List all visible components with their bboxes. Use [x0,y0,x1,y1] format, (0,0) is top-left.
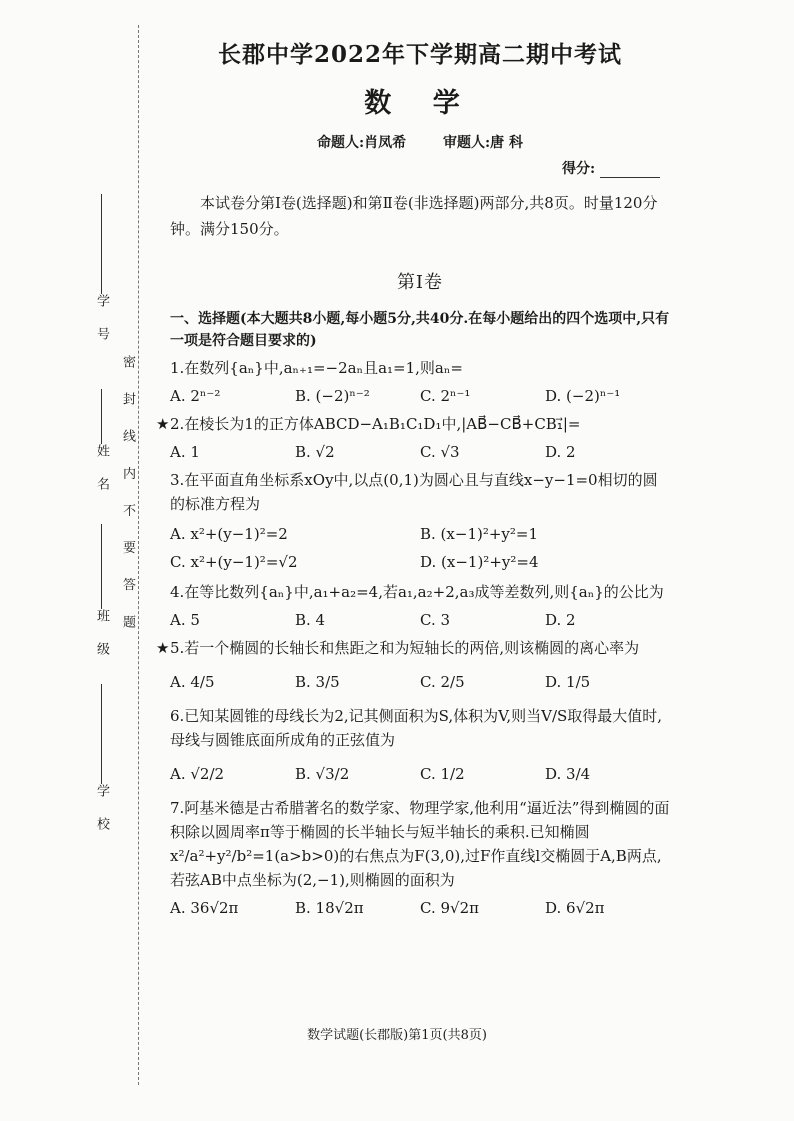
seal-line [138,25,139,1085]
page-footer: 数学试题(长郡版)第1页(共8页) [307,1028,487,1043]
question-stem: 5.若一个椭圆的长轴长和焦距之和为短轴长的两倍,则该椭圆的离心率为 [170,639,640,657]
question-stem: 7.阿基米德是古希腊著名的数学家、物理学家,他利用“逼近法”得到椭圆的面积除以圆周率π等于椭圆的长半轴长与短半轴长的乘积.已知椭圆x²/a²+y²/b²=1(a>b>0)的右焦点为F(3,0),过F作直线l交椭圆于A,B两点,若弦AB中点坐标为(2,−1),则椭圆的面积为 [170,799,670,889]
question-5 [156,636,670,660]
score-label: 得分: [561,161,596,177]
school-field [92,680,111,838]
option-d[interactable]: D. 2 [545,443,576,461]
star-mark: ★ [156,639,170,657]
option-b[interactable]: B. (x−1)²+y²=1 [420,525,539,543]
option-d[interactable]: D. (−2)ⁿ⁻¹ [545,387,621,405]
school-label: 学 校 [94,784,109,839]
question-6-options [170,762,670,786]
option-a[interactable]: A. 5 [170,611,200,629]
option-a[interactable]: A. √2/2 [170,765,225,783]
question-1 [170,356,670,380]
option-c[interactable]: C. 3 [420,611,451,629]
option-b[interactable]: B. √3/2 [295,765,350,783]
option-d[interactable]: D. 1/5 [545,673,591,691]
class-line [101,524,102,609]
student-number-label: 学 号 [94,294,109,349]
name-field [92,385,111,498]
school-line [101,684,102,784]
setter: 命题人:肖凤希 [316,135,407,151]
score-blank[interactable] [600,164,660,178]
option-a[interactable]: A. x²+(y−1)²=2 [170,525,288,543]
seal-warning: 密 封 线 内 不 要 答 题 [120,355,135,638]
option-a[interactable]: A. 4/5 [170,673,215,691]
question-stem: 4.在等比数列{aₙ}中,a₁+a₂=4,若a₁,a₂+2,a₃成等差数列,则{aₙ}的公比为 [170,583,664,601]
question-7-options [170,896,670,920]
student-number-line [101,194,102,294]
option-a[interactable]: A. 1 [170,443,200,461]
option-b[interactable]: B. √2 [295,443,335,461]
class-label: 班 级 [94,609,109,664]
option-b[interactable]: B. 3/5 [295,673,340,691]
question-3-options [170,520,670,576]
option-d[interactable]: D. 3/4 [545,765,591,783]
name-label: 姓 名 [94,444,109,499]
option-b[interactable]: B. 18√2π [295,899,364,917]
option-c[interactable]: C. √3 [420,443,460,461]
class-field [92,520,111,663]
subject-title: 数 学 [364,88,476,119]
option-d[interactable]: D. (x−1)²+y²=4 [420,553,539,571]
option-b[interactable]: B. (−2)ⁿ⁻² [295,387,370,405]
question-stem: 6.已知某圆锥的母线长为2,记其侧面积为S,体积为V,则当V/S取得最大值时,母线与圆锥底面所成角的正弦值为 [170,707,663,749]
main-content [156,30,670,920]
author-line [170,132,670,152]
star-mark: ★ [156,415,170,433]
question-stem: 2.在棱长为1的正方体ABCD−A₁B₁C₁D₁中,|AB⃗−CB⃗+CB₁⃗|= [170,415,581,433]
option-c[interactable]: C. 2ⁿ⁻¹ [420,387,471,405]
option-a[interactable]: A. 36√2π [170,899,239,917]
option-c[interactable]: C. 9√2π [420,899,479,917]
question-2-options [170,440,670,464]
question-stem: 1.在数列{aₙ}中,aₙ₊₁=−2aₙ且a₁=1,则aₙ= [170,359,463,377]
option-c[interactable]: C. 1/2 [420,765,465,783]
question-2 [156,412,670,436]
volume-title: 第Ⅰ卷 [396,272,444,293]
question-stem: 3.在平面直角坐标系xOy中,以点(0,1)为圆心且与直线x−y−1=0相切的圆的标准方程为 [170,471,658,513]
question-7 [170,796,670,892]
option-c[interactable]: C. x²+(y−1)²=√2 [170,553,298,571]
exam-title: 长郡中学2022年下学期高二期中考试 [217,41,622,68]
option-a[interactable]: A. 2ⁿ⁻² [170,387,221,405]
name-line [101,389,102,444]
question-1-options [170,384,670,408]
section-title: 一、选择题(本大题共8小题,每小题5分,共40分.在每小题给出的四个选项中,只有一项是符合题目要求的) [170,311,670,349]
question-3 [170,468,670,516]
reviewer: 审题人:唐 科 [443,135,524,151]
question-4 [170,580,670,604]
question-6 [170,704,670,752]
exam-intro: 本试卷分第Ⅰ卷(选择题)和第Ⅱ卷(非选择题)两部分,共8页。时量120分钟。满分150分。 [170,194,658,238]
option-d[interactable]: D. 2 [545,611,576,629]
option-d[interactable]: D. 6√2π [545,899,605,917]
score-box [170,158,670,178]
question-4-options [170,608,670,632]
question-5-options [170,670,670,694]
option-b[interactable]: B. 4 [295,611,326,629]
student-number-field [92,190,111,348]
option-c[interactable]: C. 2/5 [420,673,465,691]
